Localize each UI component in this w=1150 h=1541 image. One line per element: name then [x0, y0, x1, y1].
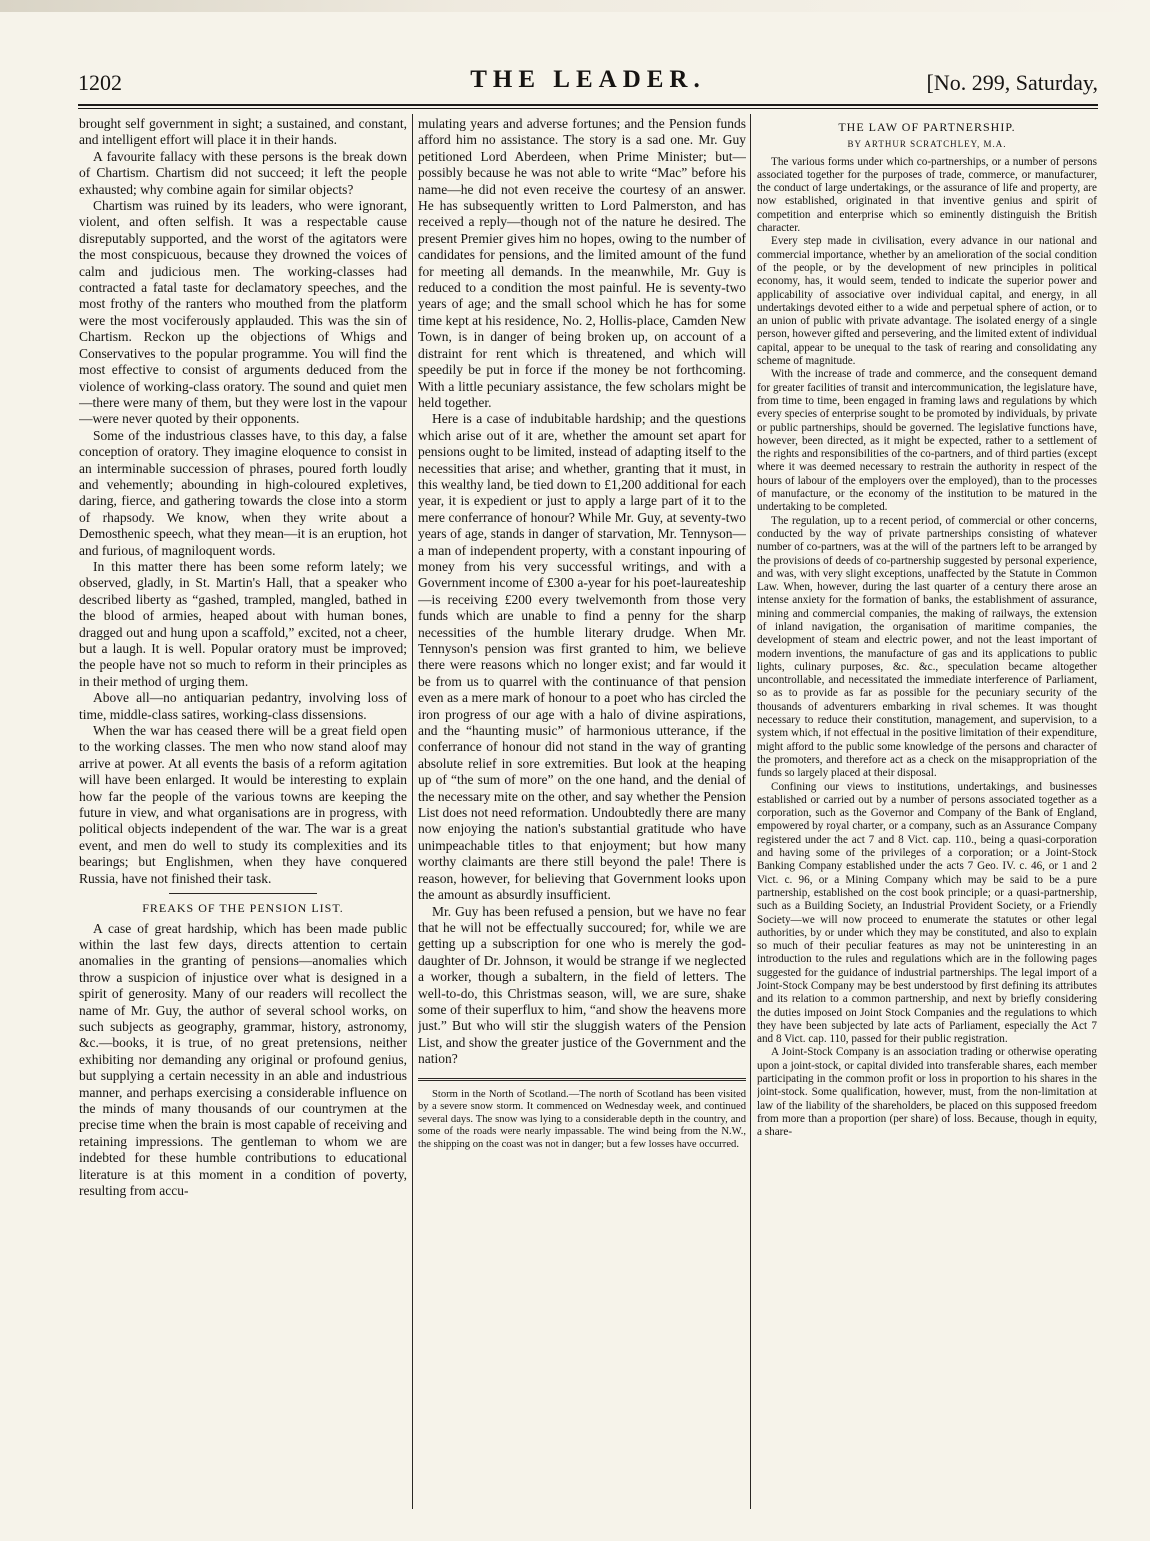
paragraph: With the increase of trade and commerce, and the consequent demand for greater facilities of transit and intercommunication, the legislature have, from time to time, been engaged in framing laws and regulations by which every species of enterprise sought to be promoted by individuals, by private or public partnerships, should be governed. The legislative functions have, however, been directed, as it might be expected, rather to a settlement of the rights and responsibilities of the co-partners, and of third parties (except where it was deemed necessary to restrain the authority in respect of the hours of labour of the employers over the employed), than to the processes of manufacture, or the economy of the institution to be matured in the undertaking to be completed. — [757, 368, 1097, 514]
header-rule — [78, 104, 1098, 106]
paragraph: Some of the industrious classes have, to this day, a false conception of oratory. They imagine eloquence to consist in an interminable succession of phrases, poured forth loudly and vehemently; abounding in high-coloured expletives, daring, fierce, and gathering towards the close into a storm of rhapsody. We know, when they write about a Demosthenic speech, what they mean—it is an eruption, hot and furious, of magniloquent words. — [79, 427, 407, 558]
paragraph: A Joint-Stock Company is an association trading or otherwise operating upon a joint-stock, or capital divided into transferable shares, each member participating in the common profit or loss in proportion to his shares in the joint-stock. Some qualification, however, must, from the non-limitation at law of the liability of the shareholders, be placed on this supposed freedom from more than a proportion (per share) of loss. Because, though in equity, a share- — [757, 1046, 1097, 1139]
paragraph: Above all—no antiquarian pedantry, involving loss of time, middle-class satires, working-class dissensions. — [79, 690, 407, 722]
header-rule-thin — [78, 108, 1098, 109]
column-3 — [757, 116, 1097, 1506]
section-rule — [418, 1078, 746, 1081]
article-heading: FREAKS OF THE PENSION LIST. — [142, 901, 344, 916]
page-number: 1202 — [78, 70, 122, 95]
paragraph: Every step made in civilisation, every advance in our national and commercial importance, whether by an amelioration of the social condition of the people, or by the development of new principles in political economy, has, it would seem, tended to indicate the superior power and applicability of associative over individual capital, and energy, in all undertakings devoted either to a wide and perpetual sphere of action, or to an union of public with private advantage. The isolated energy of a single person, however gifted and persevering, and the limited extent of individual capital, appear to be unequal to the task of rearing and consolidating any scheme of magnitude. — [757, 235, 1097, 368]
page-edge-strip — [0, 0, 1150, 12]
news-note: Storm in the North of Scotland.—The north of Scotland has been visited by a severe snow storm. It commenced on Wednesday week, and continued several days. The snow was lying to a considerable depth in the country, and some of the roads were nearly impassable. The wind being from the N.W., the shipping on the coast was not in danger; but a few losses have occurred. — [418, 1088, 746, 1150]
paragraph: mulating years and adverse fortunes; and the Pension funds afford him no assistance. The story is a sad one. Mr. Guy petitioned Lord Aberdeen, when Prime Minister; but—possibly because he was not able to write “Mac” before his name—he did not even receive the courtesy of an answer. He has subsequently written to Lord Palmerston, and has received a reply—though not of the nature he desired. The present Premier gives him no hopes, owing to the number of candidates for pensions, and the limited amount of the fund for meeting all demands. In the meanwhile, Mr. Guy is reduced to a condition the most painful. He is seventy-two years of age; and the small school which he has for some time kept at his residence, No. 2, Hollis-place, Camden New Town, is in danger of being broken up, on account of a distraint for rent which is threatened, and which will speedily be put in force if the money be not forthcoming. With a little pecuniary assistance, the few scholars might be held together. — [418, 116, 746, 410]
paragraph: The regulation, up to a recent period, of commercial or other concerns, conducted by the way of private partnerships consisting of whatever number of co-partners, was at the will of the partners left to be arranged by the provisions of deeds of co-partnership suggested by personal experience, and was, with very slight exceptions, unaffected by the Statute in Common Law. When, however, during the last quarter of a century there arose an intense anxiety for the formation of banks, the establishment of assurance, mining and commercial companies, the making of railways, the extension of inland navigation, the organisation of maritime companies, the development of steam and electric power, and not the least important of modern inventions, the manufacture of gas and its applications to public lights, culinary purposes, &c. &c., speculation became altogether uncontrollable, and necessitated the immediate interference of Parliament, so as to provide as far as possible for the pecuniary security of the thousands of adventurers embarking in rival schemes. It was thought necessary to reduce their constitution, management, and supervision, to a system which, if not effectual in the positive limitation of their expenditure, might afford to the public some knowledge of the persons and character of the promoters, and therefore act as a check on the misappropriation of the funds so largely placed at their disposal. — [757, 514, 1097, 780]
paragraph: When the war has ceased there will be a great field open to the working classes. The men who now stand aloof may arrive at power. At all events the basis of a reform agitation will have been enlarged. It would be interesting to explain how far the people of the various towns are keeping the future in view, and what organisations are in progress, with political objects independent of the war. The war is a great event, and men do well to study its complexities and its bearings; but Englishmen, when they have conquered Russia, have not finished their task. — [79, 723, 407, 886]
byline: BY ARTHUR SCRATCHLEY, M.A. — [847, 139, 1007, 150]
paragraph: A favourite fallacy with these persons is the break down of Chartism. Chartism did not succeed; it left the people exhausted; why combine again for similar objects? — [79, 148, 407, 197]
article-heading: THE LAW OF PARTNERSHIP. — [838, 120, 1016, 134]
column-1 — [79, 116, 407, 1506]
page-header — [78, 66, 1098, 100]
column-divider — [750, 114, 751, 1509]
paragraph: The various forms under which co-partnerships, or a number of persons associated together for the purposes of trade, commerce, or manufacturer, the conduct of large undertakings, or the assurance of life and property, are now established, originated in that inventive genius and spirit of competition and enterprise which so eminently distinguish the British character. — [757, 155, 1097, 235]
paragraph: Chartism was ruined by its leaders, who were ignorant, violent, and often selfish. It was a respectable cause disreputably supported, and the worst of the agitators were the most conspicuous, because they drowned the voices of calm and judicious men. The working-classes had contracted a fatal taste for declamatory speeches, and the most frothy of the ranters who mouthed from the platform were the most vociferously applauded. This was the sin of Chartism. Reckon up the objections of Whigs and Conservatives to the popular programme. You will find the most effective to consist of arguments deduced from the violence of working-class oratory. The sound and quiet men—there were many of them, but they were lost in the vapour—were never quoted by their opponents. — [79, 198, 407, 427]
section-rule — [169, 893, 317, 894]
paragraph: A case of great hardship, which has been made public within the last few days, directs attention to certain anomalies in the granting of pensions—anomalies which throw a suspicion of injustice over what is designed in a spirit of generosity. Many of our readers will recollect the name of Mr. Guy, the author of several school works, on such subjects as geography, grammar, history, astronomy, &c.—books, it is true, of no great pretensions, neither exhibiting nor demanding any original or profound genius, but supplying a certain necessity in an able and industrious manner, and perhaps exercising a considerable influence on the minds of many thousands of our countrymen at the precise time when the brain is most capable of receiving and retaining impressions. The gentleman to whom we are indebted for these humble contributions to educational literature is at this moment in a condition of poverty, resulting from accu- — [79, 920, 407, 1198]
issue-info: [No. 299, Saturday, — [926, 70, 1098, 95]
paragraph: In this matter there has been some reform lately; we observed, gladly, in St. Martin's Hall, that a speaker who described liberty as “gashed, trampled, mangled, bathed in the blood of armies, heaped about with human bones, dragged out and hung upon a scaffold,” excited, not a cheer, but a laugh. It is well. Popular oratory must be improved; the people have not so much to reform in their principles as in their method of urging them. — [79, 558, 407, 689]
paragraph: Here is a case of indubitable hardship; and the questions which arise out of it are, whether the amount set apart for pensions ought to be limited, instead of adapting itself to the necessities that arise; and whether, granting that it must, in this wealthy land, be tied down to £1,200 additional for each year, it is expedient or just to apply a large part of it to the mere conferrance of honour? While Mr. Guy, at seventy-two years of age, stands in danger of starvation, Mr. Tennyson—a man of independent property, with a constant inpouring of money from his very successful writings, and with a Government income of £300 a-year for his poet-laureateship—is receiving £200 every twelvemonth from those very funds which are unable to find a penny for the sharp necessities of the humble literary drudge. When Mr. Tennyson's pension was first granted to him, we believe there were reasons which no longer exist; and far would it be from us to quarrel with the continuance of that pension even as a mere mark of honour to a poet who has circled the iron progress of our age with a halo of divine aspirations, and the “haunting music” of harmonious utterance, if the conferrance of honour did not stand in the way of granting absolute relief in sore extremities. But look at the heaping up of “the sum of more” on the one hand, and the denial of the necessary mite on the other, and say whether the Pension List does not need reformation. Undoubtedly there are many now enjoying the nation's substantial gratitude who have unimpeachable titles to that enjoyment; but how many worthy claimants are there still beyond the pale! There is reason, however, for believing that Government looks upon the amount as absurdly insufficient. — [418, 411, 746, 903]
paragraph: brought self government in sight; a sustained, and constant, and intelligent effort will place it in their hands. — [79, 116, 407, 148]
paragraph: Mr. Guy has been refused a pension, but we have no fear that he will not be effectually succoured; for, while we are getting up a subscription for one who is merely the god-daughter of Dr. Johnson, it would be strange if we neglected a worker, though a subaltern, in the field of letters. The well-to-do, this Christmas season, will, we are sure, shake some of their superflux to him, “and show the heavens more just.” But who will stir the sluggish waters of the Pension List, and show the greater justice of the Government and the nation? — [418, 903, 746, 1067]
column-2 — [418, 116, 746, 1506]
masthead: THE LEADER. — [470, 66, 706, 93]
paragraph: Confining our views to institutions, undertakings, and businesses established or carried out by a number of persons associated together as a corporation, such as the Governor and Company of the Bank of England, empowered by royal charter, or a company, such as an Assurance Company registered under the act 7 and 8 Vict. cap. 110., being a quasi-corporation and having some of the privileges of a corporation; or a Joint-Stock Banking Company established under the acts 7 Geo. IV. c. 46, or 1 and 2 Vict. c. 96, or a Mining Company which may be said to be a pure partnership, established on the cost book principle; or a quasi-partnership, such as a Building Society, an Industrial Provident Society, or a Friendly Society—we will now proceed to enumerate the statutes or other legal authorities, by or under which they may be constituted, and also to explain so much of their peculiar features as may not be uninteresting in an introduction to the rules and regulations which are in the following pages suggested for the guidance of industrial partnerships. The legal import of a Joint-Stock Company may be best understood by first defining its attributes and its relation to a common partnership, and next by briefly considering the duties imposed on Joint Stock Companies and the regulations to which they have been subjected by late acts of Parliament, especially the Act 7 and 8 Vict. cap. 110, passed for their public registration. — [757, 780, 1097, 1046]
column-divider — [412, 114, 413, 1509]
